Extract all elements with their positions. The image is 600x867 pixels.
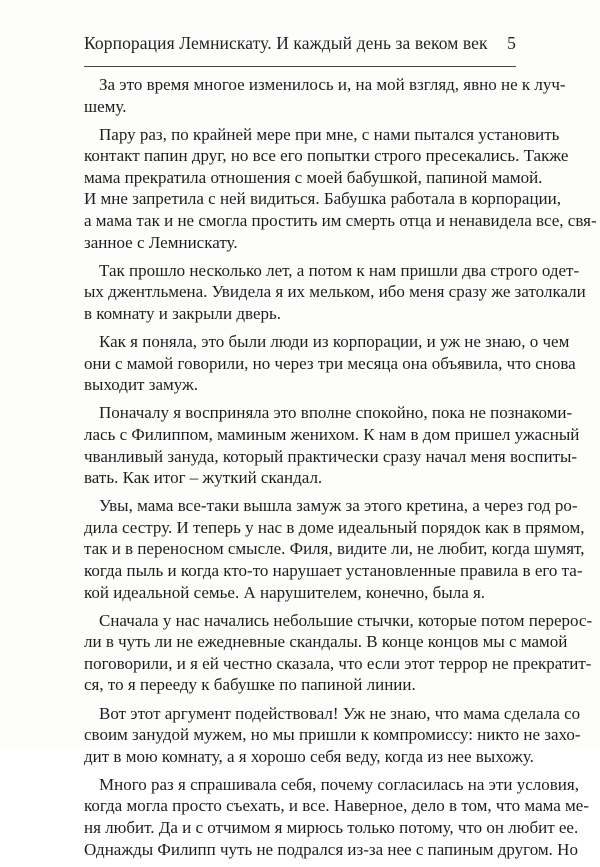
paragraph	[84, 703, 581, 768]
text-line: они с мамой говорили, но через три месяца она объявила, что снова	[84, 353, 576, 373]
paragraph	[84, 124, 597, 254]
text-line: мама прекратила отношения с моей бабушкой, папиной мамой.	[84, 167, 543, 187]
running-header	[84, 33, 516, 54]
text-line: Пару раз, по крайней мере при мне, с нами пытался установить	[99, 124, 560, 144]
text-line: Так прошло несколько лет, а потом к нам пришли два строго одет-	[99, 260, 580, 280]
text-line: ня любит. Да и с отчимом я мирюсь только потому, что он любит ее.	[84, 818, 579, 837]
running-title: Корпорация Лемнискату. И каждый день за веком век	[84, 33, 488, 53]
paragraph	[84, 74, 566, 117]
text-line: кой идеальной семье. А нарушителем, конечно, была я.	[84, 582, 486, 602]
paragraph	[84, 495, 585, 603]
paragraph	[84, 331, 576, 396]
text-line: Как я поняла, это были люди из корпорации, и уж не знаю, о чем	[99, 332, 570, 352]
paragraph	[84, 610, 593, 696]
text-line: занное с Лемнискату.	[84, 232, 238, 252]
text-line: Увы, мама все-таки вышла замуж за этого кретина, а через год ро-	[99, 496, 578, 516]
text-line: дила сестру. И теперь у нас в доме идеальный порядок как в прямом,	[84, 517, 585, 537]
paragraph	[84, 260, 586, 325]
text-line: ли в чуть ли не ежедневные скандалы. В конце концов мы с мамой	[84, 632, 568, 652]
text-line: дит в мою комнату, а я хорошо себя веду, когда из нее выхожу.	[84, 746, 534, 766]
page-number: 5	[507, 33, 516, 53]
text-line: выходит замуж.	[84, 375, 199, 395]
text-line: Поначалу я восприняла это вполне спокойно, пока не познакоми-	[99, 403, 573, 423]
text-line: чванливый зануда, который практически сразу начал меня воспиты-	[84, 446, 578, 466]
body-text	[84, 74, 597, 867]
text-line: а мама так и не смогла простить им смерть отца и ненавидела все, свя-	[84, 211, 597, 231]
text-line: ся, то я перееду к бабушке по папиной линии.	[84, 675, 416, 695]
text-line: Сначала у нас начались небольшие стычки, которые потом перерос-	[99, 610, 593, 630]
text-line: Однажды Филипп чуть не подрался из-за нее с папиным другом. Но	[84, 839, 578, 859]
text-line: И мне запретила с ней видиться. Бабушка работала в корпорации,	[84, 189, 562, 209]
header-divider	[84, 66, 516, 67]
text-line: так и в переносном смысле. Филя, видите ли, не любит, когда шумят,	[84, 539, 585, 559]
text-line: вать. Как итог – жуткий скандал.	[84, 468, 323, 488]
paragraph	[84, 774, 590, 860]
text-line: своим занудой мужем, но мы пришли к компромиссу: никто не захо-	[84, 725, 581, 745]
text-line: в комнату и закрыли дверь.	[84, 303, 282, 323]
text-line: За это время многое изменилось и, на мой взгляд, явно не к луч-	[99, 75, 566, 94]
paragraph	[84, 402, 580, 488]
text-line: поговорили, и я ей честно сказала, что если этот террор не прекратит-	[84, 653, 592, 673]
text-line: когда могла просто съехать, и все. Наверное, дело в том, что мама ме-	[84, 796, 590, 816]
text-line: лась с Филиппом, маминым женихом. К нам в дом пришел ужасный	[84, 424, 580, 444]
text-line: контакт папин друг, но все его попытки строго пресекались. Также	[84, 146, 569, 166]
text-line: Много раз я спрашивала себя, почему согласилась на эти условия,	[99, 774, 579, 794]
text-line: ых джентльмена. Увидела я их мельком, ибо меня сразу же затолкали	[84, 282, 586, 302]
text-line: Вот этот аргумент подействовал! Уж не знаю, что мама сделала со	[99, 703, 581, 723]
text-line: шему.	[84, 96, 127, 116]
text-line: когда пыль и когда кто-то нарушает установленные правила в его та-	[84, 560, 583, 580]
